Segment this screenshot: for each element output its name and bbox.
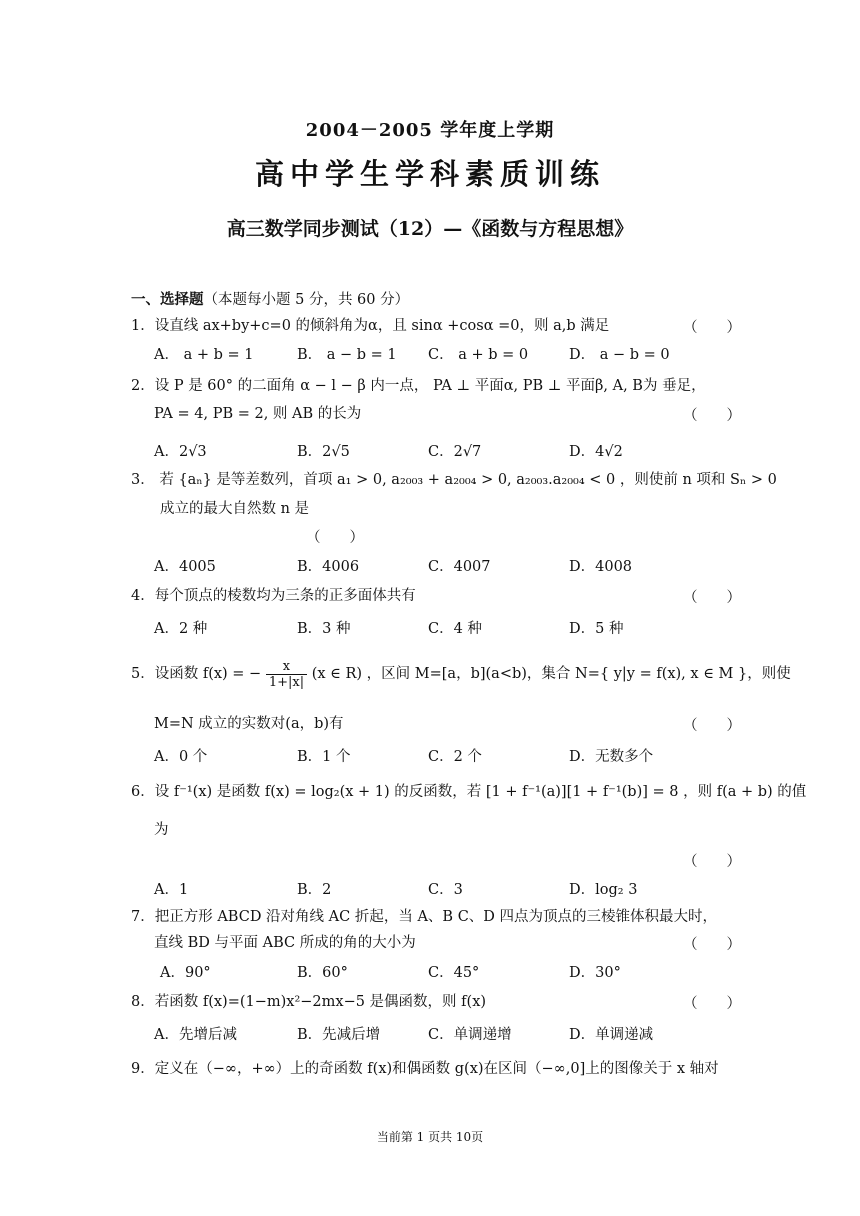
question-8-option-a: A．先增后减 <box>154 1027 237 1043</box>
question-7-option-a: A．90° <box>160 965 211 981</box>
question-6-answer-blank: （ ） <box>683 854 741 870</box>
question-1-option-d: D． a − b = 0 <box>569 347 670 363</box>
question-8-option-d: D．单调递减 <box>569 1027 654 1043</box>
header-title: 高中学生学科素质训练 <box>254 157 605 191</box>
question-2-answer-blank: （ ） <box>683 408 741 424</box>
question-1-option-a: A． a + b = 1 <box>154 347 254 363</box>
question-5-option-b: B．1 个 <box>297 749 351 765</box>
question-7-option-d: D．30° <box>569 965 621 981</box>
question-7-answer-blank: （ ） <box>683 937 741 953</box>
question-7-option-b: B．60° <box>297 965 348 981</box>
question-5-fraction <box>266 659 307 690</box>
question-3-option-d: D．4008 <box>569 559 633 575</box>
section-heading-label: 一、选择题 <box>131 291 204 308</box>
question-5-prefix: 5．设函数 f(x) = − <box>131 666 262 682</box>
question-3-option-a: A．4005 <box>154 559 216 575</box>
question-4-option-d: D．5 种 <box>569 621 624 637</box>
question-4-answer-blank: （ ） <box>683 590 741 606</box>
question-2-line-2: PA = 4, PB = 2, 则 AB 的长为 <box>154 406 362 422</box>
question-5-answer-blank: （ ） <box>683 718 741 734</box>
question-4-option-a: A．2 种 <box>154 621 208 637</box>
question-8-option-b: B．先减后增 <box>297 1027 381 1043</box>
question-7-line-2: 直线 BD 与平面 ABC 所成的角的大小为 <box>154 935 416 951</box>
question-6-option-d: D．log₂ 3 <box>569 882 638 898</box>
question-1-text: 1．设直线 ax+by+c=0 的倾斜角为α，且 sinα +cosα =0，则 a,b 满足 <box>131 318 610 334</box>
header-subtitle: 高三数学同步测试（12）—《函数与方程思想》 <box>226 218 634 240</box>
question-5-option-a: A．0 个 <box>154 749 208 765</box>
question-3-option-c: C．4007 <box>428 559 491 575</box>
question-3-option-b: B．4006 <box>297 559 360 575</box>
question-3-answer-blank: （ ） <box>306 530 364 546</box>
question-1-option-c: C． a + b = 0 <box>428 347 529 363</box>
question-6-line-2: 为 <box>154 822 169 838</box>
question-5-fraction-denominator: 1+|x| <box>268 674 305 690</box>
question-8-text: 8．若函数 f(x)=(1−m)x²−2mx−5 是偶函数，则 f(x) <box>131 994 487 1010</box>
question-1-option-b: B． a − b = 1 <box>297 347 397 363</box>
question-3-line-2: 成立的最大自然数 n 是 <box>160 501 310 517</box>
section-heading-note: （本题每小题 5 分，共 60 分） <box>203 292 410 308</box>
question-5-suffix: (x ∈ R) ，区间 M=[a，b](a<b)，集合 N={ y|y = f(x), x ∈ M }，则使 <box>311 666 791 682</box>
question-2-option-b: B．2√5 <box>297 444 350 460</box>
question-7-option-c: C．45° <box>428 965 480 981</box>
question-6-line-1: 6．设 f⁻¹(x) 是函数 f(x) = log₂(x + 1) 的反函数，若 [1 + f⁻¹(a)][1 + f⁻¹(b)] = 8 ，则 f(a + b) 的值 <box>131 784 807 800</box>
question-2-option-c: C．2√7 <box>428 444 482 460</box>
question-2-option-d: D．4√2 <box>569 444 623 460</box>
header-year: 2004－2005 学年度上学期 <box>305 120 555 141</box>
question-9-text: 9．定义在（−∞，+∞）上的奇函数 f(x)和偶函数 g(x)在区间（−∞,0]上的图像关于 x 轴对 <box>131 1061 719 1077</box>
question-3-line-1: 3． 若 {aₙ} 是等差数列，首项 a₁ > 0, a₂₀₀₃ + a₂₀₀₄ > 0, a₂₀₀₃.a₂₀₀₄ < 0 ，则使前 n 项和 Sₙ > 0 <box>131 472 777 488</box>
question-5-fraction-numerator: x <box>266 659 307 675</box>
question-6-option-b: B．2 <box>297 882 332 898</box>
page-footer: 当前第 1 页共 10页 <box>376 1130 484 1144</box>
section-heading <box>131 290 409 310</box>
question-4-text: 4．每个顶点的棱数均为三条的正多面体共有 <box>131 588 416 604</box>
question-8-option-c: C．单调递增 <box>428 1027 512 1043</box>
question-6-option-a: A．1 <box>154 882 189 898</box>
question-5-line-2: M=N 成立的实数对(a，b)有 <box>154 716 344 732</box>
question-1-answer-blank: （ ） <box>683 320 741 336</box>
question-2-line-1: 2．设 P 是 60° 的二面角 α − l − β 内一点， PA ⊥ 平面α, PB ⊥ 平面β, A, B为 垂足， <box>131 378 706 394</box>
question-6-option-c: C．3 <box>428 882 463 898</box>
question-4-option-c: C．4 种 <box>428 621 482 637</box>
question-7-line-1: 7．把正方形 ABCD 沿对角线 AC 折起，当 A、B C、D 四点为顶点的三棱锥体积最大时， <box>131 909 718 925</box>
question-5-option-d: D．无数多个 <box>569 749 654 765</box>
question-2-option-a: A．2√3 <box>154 444 207 460</box>
question-4-option-b: B．3 种 <box>297 621 351 637</box>
question-8-answer-blank: （ ） <box>683 996 741 1012</box>
question-5-option-c: C．2 个 <box>428 749 482 765</box>
question-5-line-1 <box>131 654 791 694</box>
